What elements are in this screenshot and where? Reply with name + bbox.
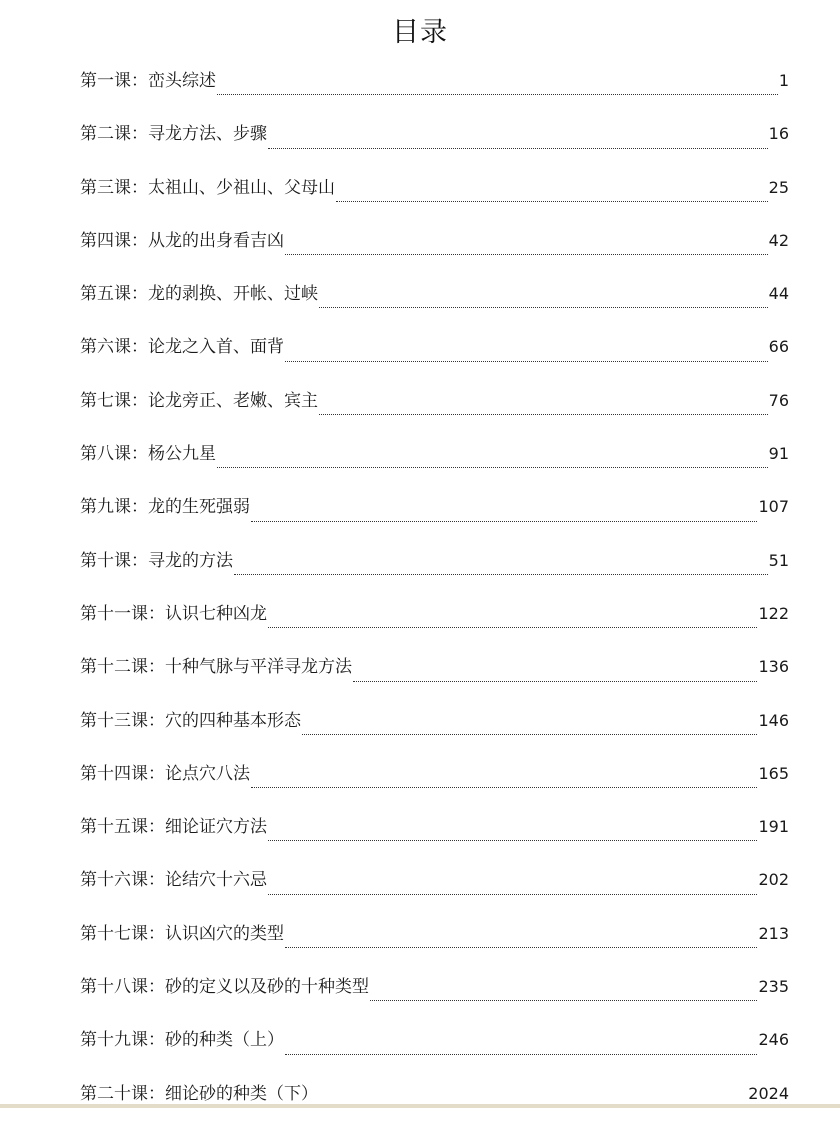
toc-entry[interactable] <box>80 974 789 1027</box>
toc-entry-page: 2024 <box>748 1083 789 1103</box>
toc-entry-title: 第十三课：穴的四种基本形态 <box>80 710 301 731</box>
toc-entry-page: 165 <box>758 763 789 783</box>
dot-leader <box>353 681 757 682</box>
toc-entry-page: 51 <box>768 550 789 570</box>
toc-entry-page: 146 <box>758 710 789 730</box>
toc-entry-title: 第十四课：论点穴八法 <box>80 763 250 784</box>
dot-leader <box>370 1000 757 1001</box>
dot-leader <box>285 361 768 362</box>
toc-entry-title: 第十五课：细论证穴方法 <box>80 817 267 838</box>
toc-entry-title: 第十课：寻龙的方法 <box>80 550 233 571</box>
dot-leader <box>268 627 757 628</box>
toc-entry-title: 第十二课：十种气脉与平洋寻龙方法 <box>80 657 352 678</box>
toc-entry[interactable] <box>80 441 789 494</box>
toc-entry[interactable] <box>80 867 789 920</box>
toc-entry-page: 16 <box>768 124 789 144</box>
toc-entry-title: 第十七课：认识凶穴的类型 <box>80 923 284 944</box>
toc-entry-page: 191 <box>758 817 789 837</box>
toc-entry-title: 第二课：寻龙方法、步骤 <box>80 124 267 145</box>
toc-entry-page: 202 <box>758 870 789 890</box>
toc-entry-page: 42 <box>768 230 789 250</box>
toc-entry-title: 第十一课：认识七种凶龙 <box>80 603 267 624</box>
dot-leader <box>268 840 757 841</box>
toc-entry-title: 第八课：杨公九星 <box>80 444 216 465</box>
toc-entry[interactable] <box>80 1027 789 1080</box>
toc-entry[interactable] <box>80 601 789 654</box>
toc-entry[interactable] <box>80 921 789 974</box>
dot-leader <box>285 947 757 948</box>
toc-entry-page: 235 <box>758 977 789 997</box>
toc-entry[interactable] <box>80 708 789 761</box>
toc-entry[interactable] <box>80 814 789 867</box>
toc-entry-page: 246 <box>758 1030 789 1050</box>
toc-entry[interactable] <box>80 175 789 228</box>
toc-entry-title: 第六课：论龙之入首、面背 <box>80 337 284 358</box>
toc-entry-title: 第十九课：砂的种类（上） <box>80 1030 284 1051</box>
dot-leader <box>285 254 768 255</box>
page-bottom-edge <box>0 1104 840 1108</box>
toc-entry-title: 第十六课：论结穴十六忌 <box>80 870 267 891</box>
toc-entry-title: 第九课：龙的生死强弱 <box>80 497 250 518</box>
toc-entry-title: 第五课：龙的剥换、开帐、过峡 <box>80 284 318 305</box>
toc-entry-page: 76 <box>768 390 789 410</box>
toc-entry[interactable] <box>80 68 789 121</box>
dot-leader <box>302 734 757 735</box>
toc-entry[interactable] <box>80 121 789 174</box>
toc-entry-page: 136 <box>758 657 789 677</box>
dot-leader <box>268 894 757 895</box>
toc-entry-page: 107 <box>758 497 789 517</box>
toc-entry[interactable] <box>80 281 789 334</box>
dot-leader <box>217 94 778 95</box>
toc-entry-title: 第二十课：细论砂的种类（下） <box>80 1083 318 1104</box>
dot-leader <box>336 201 768 202</box>
toc-entry[interactable] <box>80 388 789 441</box>
dot-leader <box>319 307 768 308</box>
dot-leader <box>251 787 757 788</box>
toc-entry[interactable] <box>80 761 789 814</box>
dot-leader <box>319 414 768 415</box>
dot-leader <box>251 521 757 522</box>
toc-entry-page: 91 <box>768 444 789 464</box>
toc-entry-page: 66 <box>768 337 789 357</box>
dot-leader <box>234 574 768 575</box>
toc-entry-title: 第十八课：砂的定义以及砂的十种类型 <box>80 977 369 998</box>
toc-entry[interactable] <box>80 494 789 547</box>
toc-entry-page: 213 <box>758 923 789 943</box>
toc-entry-page: 1 <box>778 71 789 90</box>
toc-entry[interactable] <box>80 334 789 387</box>
dot-leader <box>217 467 768 468</box>
toc-entry[interactable] <box>80 228 789 281</box>
toc-entry-title: 第一课：峦头综述 <box>80 71 216 91</box>
toc-entry[interactable] <box>80 654 789 707</box>
toc-entry-title: 第三课：太祖山、少祖山、父母山 <box>80 177 335 198</box>
toc-title: 目录 <box>392 17 448 48</box>
toc-entry-page: 44 <box>768 284 789 304</box>
table-of-contents <box>80 68 789 1134</box>
toc-entry-page: 25 <box>768 177 789 197</box>
dot-leader <box>268 148 768 149</box>
toc-entry-title: 第七课：论龙旁正、老嫩、宾主 <box>80 390 318 411</box>
toc-entry[interactable] <box>80 548 789 601</box>
toc-entry-title: 第四课：从龙的出身看吉凶 <box>80 230 284 251</box>
toc-entry-page: 122 <box>758 603 789 623</box>
dot-leader <box>285 1054 757 1055</box>
